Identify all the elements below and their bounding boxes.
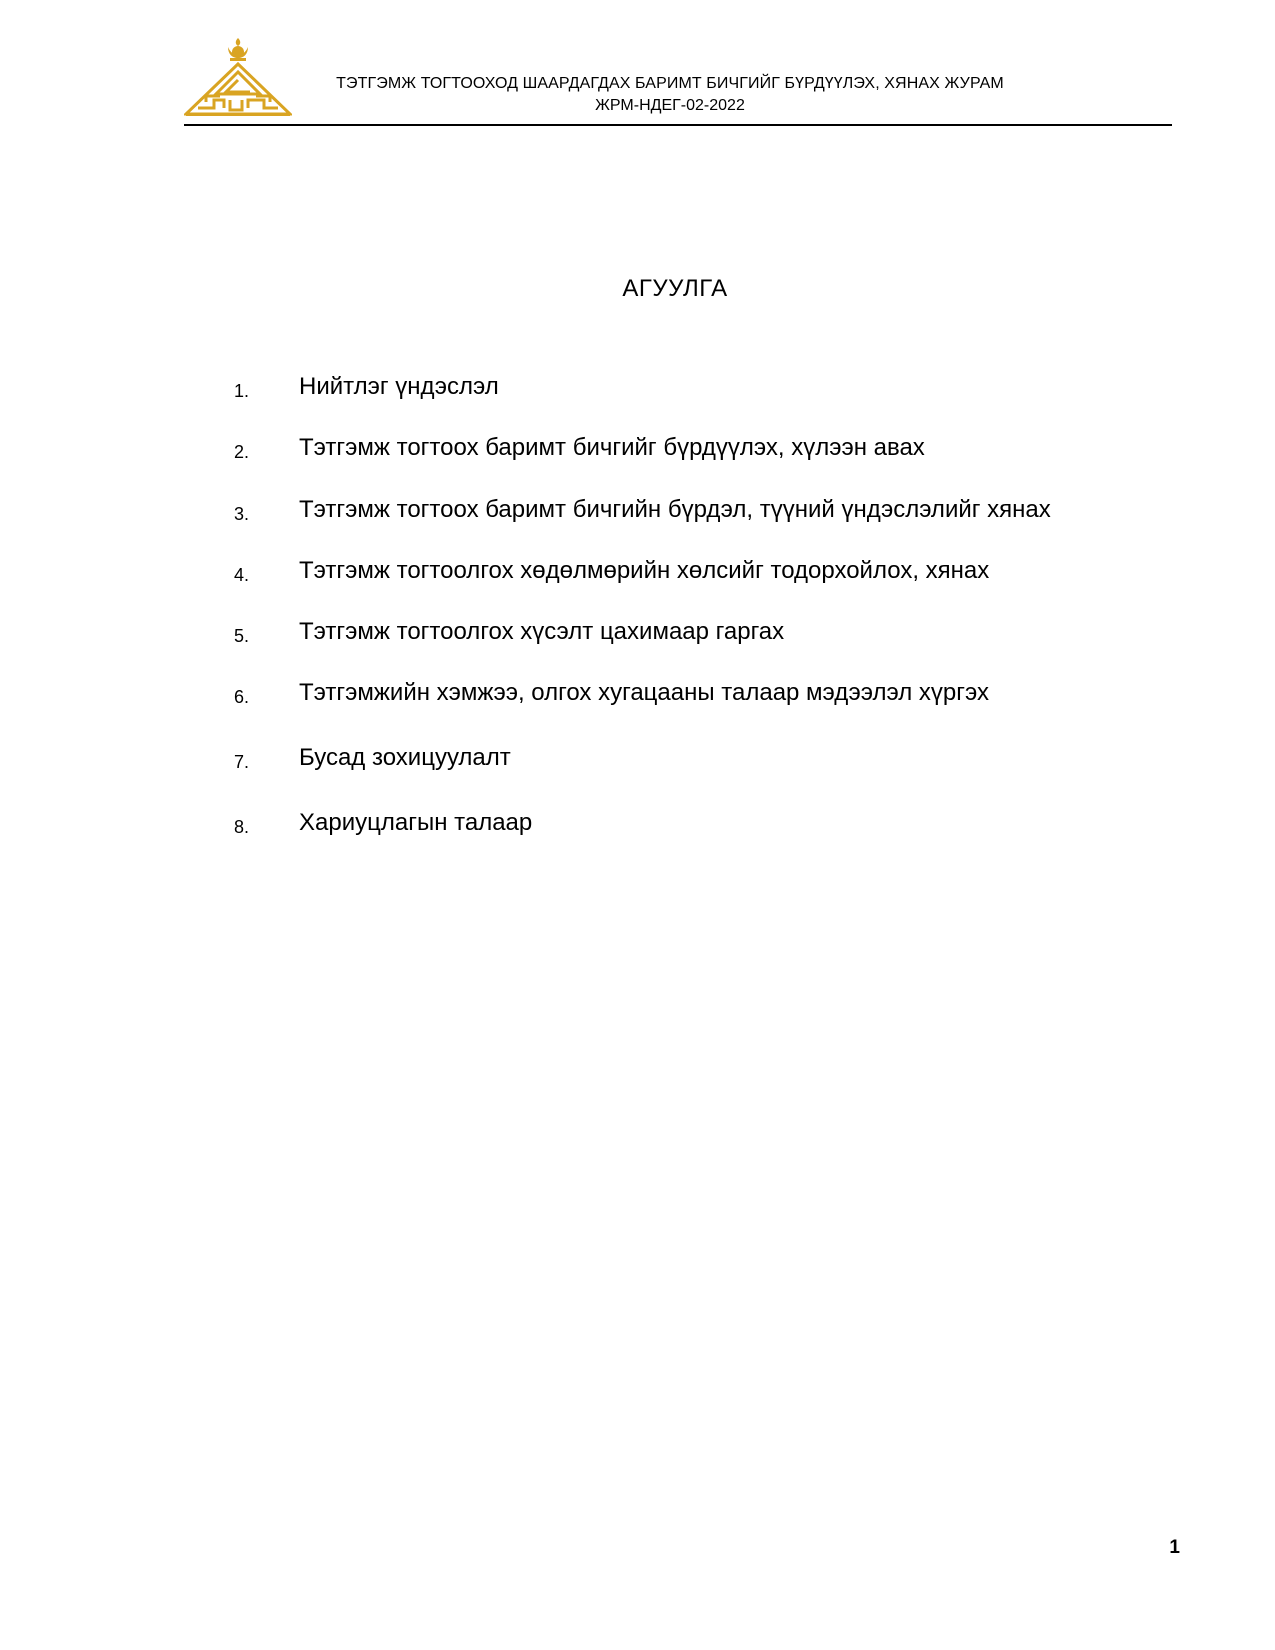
toc-item-text: Нийтлэг үндэслэл (299, 373, 499, 400)
toc-item-text: Хариуцлагын талаар (299, 809, 533, 836)
toc-item-text: Тэтгэмж тогтоолгох хүсэлт цахимаар гаргах (299, 618, 785, 645)
toc-item (0, 808, 1275, 838)
toc-item (0, 433, 1275, 463)
toc-item (0, 617, 1275, 647)
organization-logo-icon (184, 38, 292, 118)
toc-item-number: 3. (234, 504, 250, 524)
toc-item-text: Тэтгэмж тогтоох баримт бичгийн бүрдэл, түүний үндэслэлийг хянах (299, 496, 1051, 523)
toc-item-number: 2. (234, 442, 250, 462)
toc-item (0, 495, 1275, 525)
toc-item-text: Тэтгэмж тогтоолгох хөдөлмөрийн хөлсийг тодорхойлох, хянах (299, 557, 990, 584)
toc-item (0, 372, 1275, 402)
toc-item-number: 7. (234, 752, 250, 772)
toc-item (0, 556, 1275, 586)
toc-item (0, 743, 1275, 773)
toc-item-number: 1. (234, 381, 250, 401)
toc-item-text: Бусад зохицуулалт (299, 744, 511, 771)
toc-item-number: 4. (234, 565, 250, 585)
toc-item-text: Тэтгэмж тогтоох баримт бичгийг бүрдүүлэх, хүлээн авах (299, 434, 925, 461)
toc-item-number: 6. (234, 687, 250, 707)
header-document-code: ЖРМ-НДЕГ-02-2022 (595, 97, 745, 114)
toc-item-number: 8. (234, 817, 250, 837)
toc-item-number: 5. (234, 626, 250, 646)
toc-heading: АГУУЛГА (622, 275, 728, 302)
toc-item (0, 678, 1275, 708)
page-number: 1 (1169, 1537, 1180, 1558)
header-document-title: ТЭТГЭМЖ ТОГТООХОД ШААРДАГДАХ БАРИМТ БИЧГИЙГ БҮРДҮҮЛЭХ, ХЯНАХ ЖУРАМ (336, 75, 1004, 92)
header-divider (184, 124, 1172, 126)
toc-item-text: Тэтгэмжийн хэмжээ, олгох хугацааны талаар мэдээлэл хүргэх (299, 679, 989, 706)
